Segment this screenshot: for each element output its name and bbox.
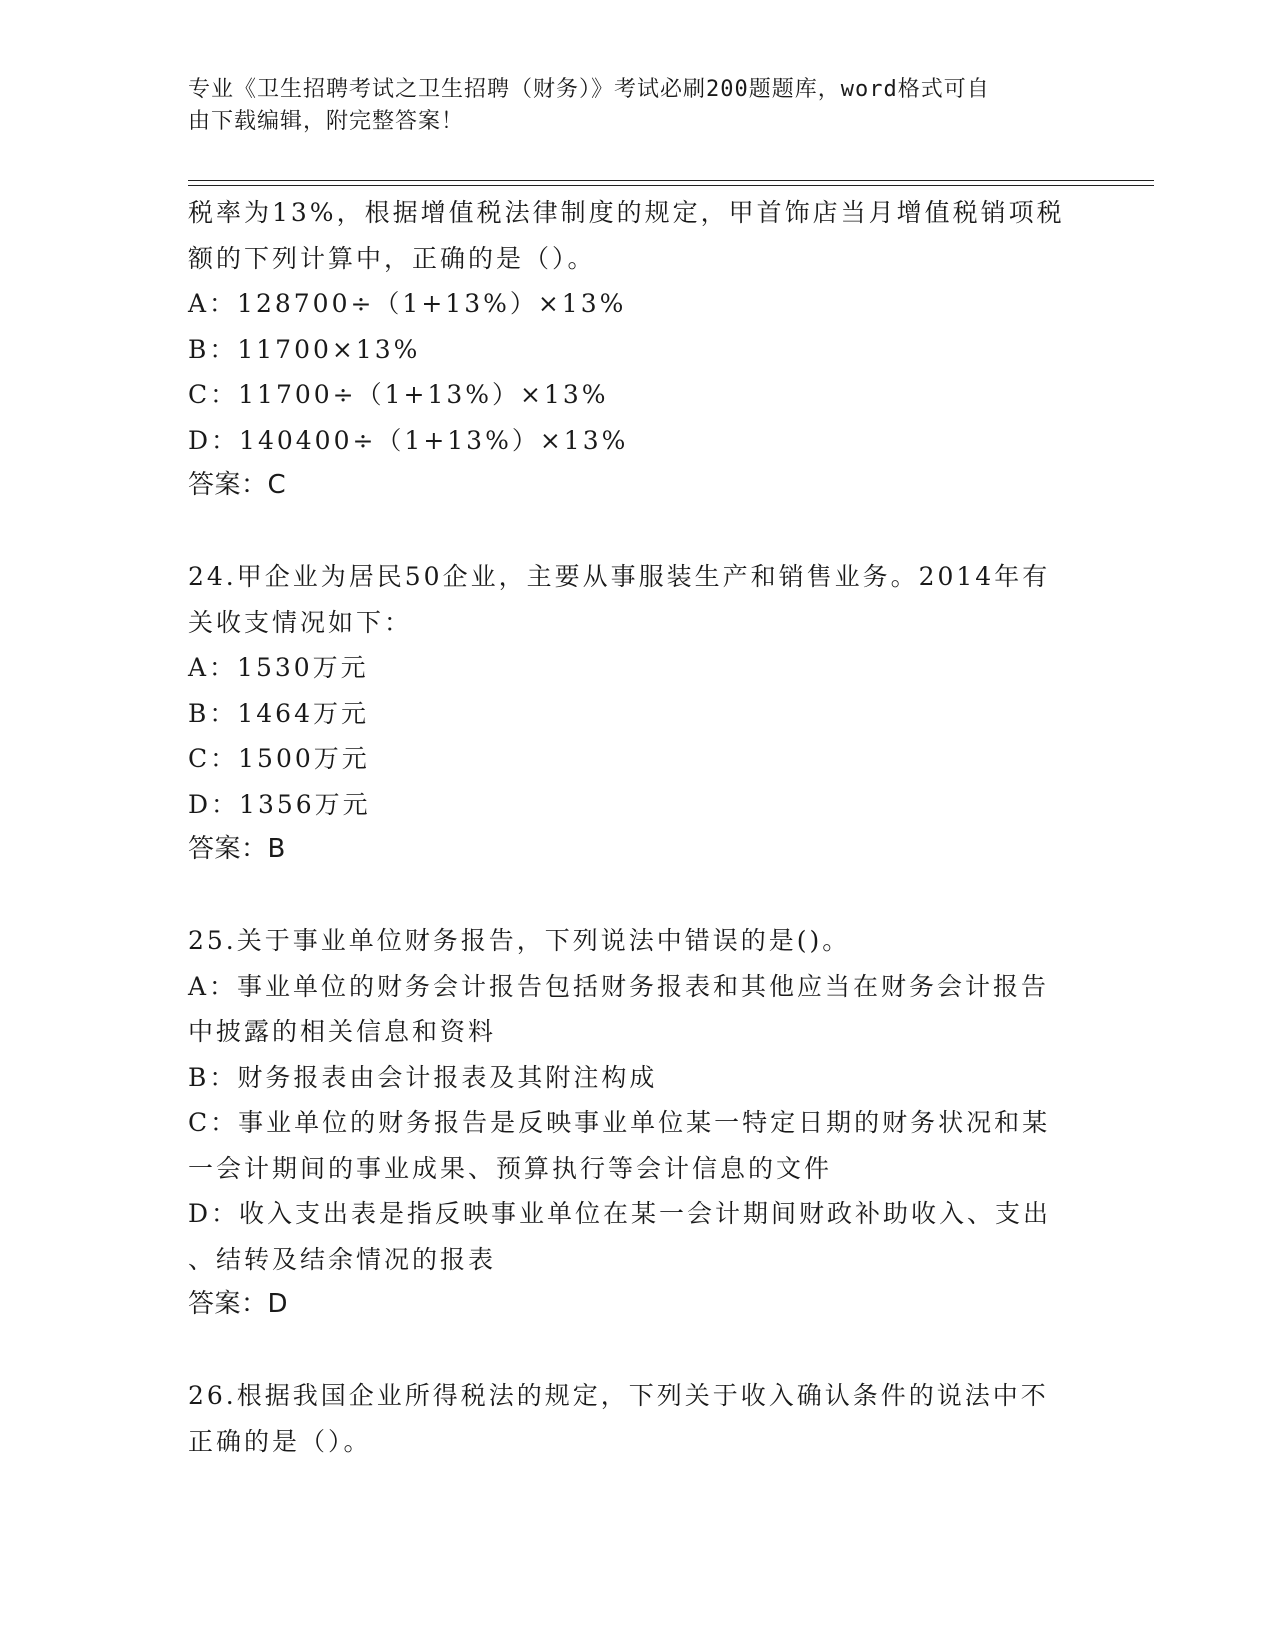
option-a: A：1530万元 bbox=[188, 653, 369, 682]
option-a: A：事业单位的财务会计报告包括财务报表和其他应当在财务会计报告 bbox=[188, 971, 1050, 1001]
question-spacer bbox=[188, 1328, 1088, 1374]
option-c: C：11700÷（1+13%）×13% bbox=[188, 380, 609, 409]
option-d: D：140400÷（1+13%）×13% bbox=[188, 425, 629, 455]
option-a: A：128700÷（1+13%）×13% bbox=[188, 289, 627, 318]
header-line-1: 专业《卫生招聘考试之卫生招聘（财务）》考试必刷200题题库，word格式可自 bbox=[188, 77, 990, 102]
question-23 bbox=[188, 190, 1088, 509]
option-c-continued: 一会计期间的事业成果、预算执行等会计信息的文件 bbox=[188, 1153, 833, 1183]
question-stem-line: 25.关于事业单位财务报告，下列说法中错误的是()。 bbox=[188, 926, 851, 955]
option-c: C：1500万元 bbox=[188, 744, 370, 773]
answer-line: 答案：C bbox=[188, 470, 287, 500]
option-a-continued: 中披露的相关信息和资料 bbox=[188, 1017, 497, 1046]
option-d: D：收入支出表是指反映事业单位在某一会计期间财政补助收入、支出 bbox=[188, 1199, 1052, 1228]
option-b: B：11700×13% bbox=[188, 334, 421, 364]
option-c: C：事业单位的财务报告是反映事业单位某一特定日期的财务状况和某 bbox=[188, 1108, 1051, 1137]
question-25 bbox=[188, 918, 1088, 1328]
question-24 bbox=[188, 554, 1088, 873]
question-stem-line: 正确的是（）。 bbox=[188, 1426, 372, 1456]
header-divider-top bbox=[188, 180, 1154, 181]
question-stem-line: 26.根据我国企业所得税法的规定，下列关于收入确认条件的说法中不 bbox=[188, 1381, 1049, 1410]
question-stem-line: 关收支情况如下： bbox=[188, 607, 413, 637]
option-d: D：1356万元 bbox=[188, 789, 371, 819]
question-stem-line: 税率为13%，根据增值税法律制度的规定，甲首饰店当月增值税销项税 bbox=[188, 198, 1065, 227]
question-26 bbox=[188, 1373, 1088, 1464]
question-stem-line: 额的下列计算中，正确的是（）。 bbox=[188, 243, 596, 273]
option-d-continued: 、结转及结余情况的报表 bbox=[188, 1244, 497, 1274]
header-divider-bottom bbox=[188, 185, 1154, 186]
question-spacer bbox=[188, 873, 1088, 919]
question-spacer bbox=[188, 509, 1088, 555]
document-body bbox=[188, 190, 1088, 1464]
header-line-2: 由下载编辑，附完整答案！ bbox=[188, 109, 465, 134]
option-b: B：财务报表由会计报表及其附注构成 bbox=[188, 1062, 658, 1092]
answer-line: 答案：B bbox=[188, 834, 286, 864]
option-b: B：1464万元 bbox=[188, 698, 369, 728]
answer-line: 答案：D bbox=[188, 1289, 289, 1319]
document-header bbox=[188, 74, 1068, 138]
question-stem-line: 24.甲企业为居民50企业，主要从事服装生产和销售业务。2014年有 bbox=[188, 562, 1051, 591]
